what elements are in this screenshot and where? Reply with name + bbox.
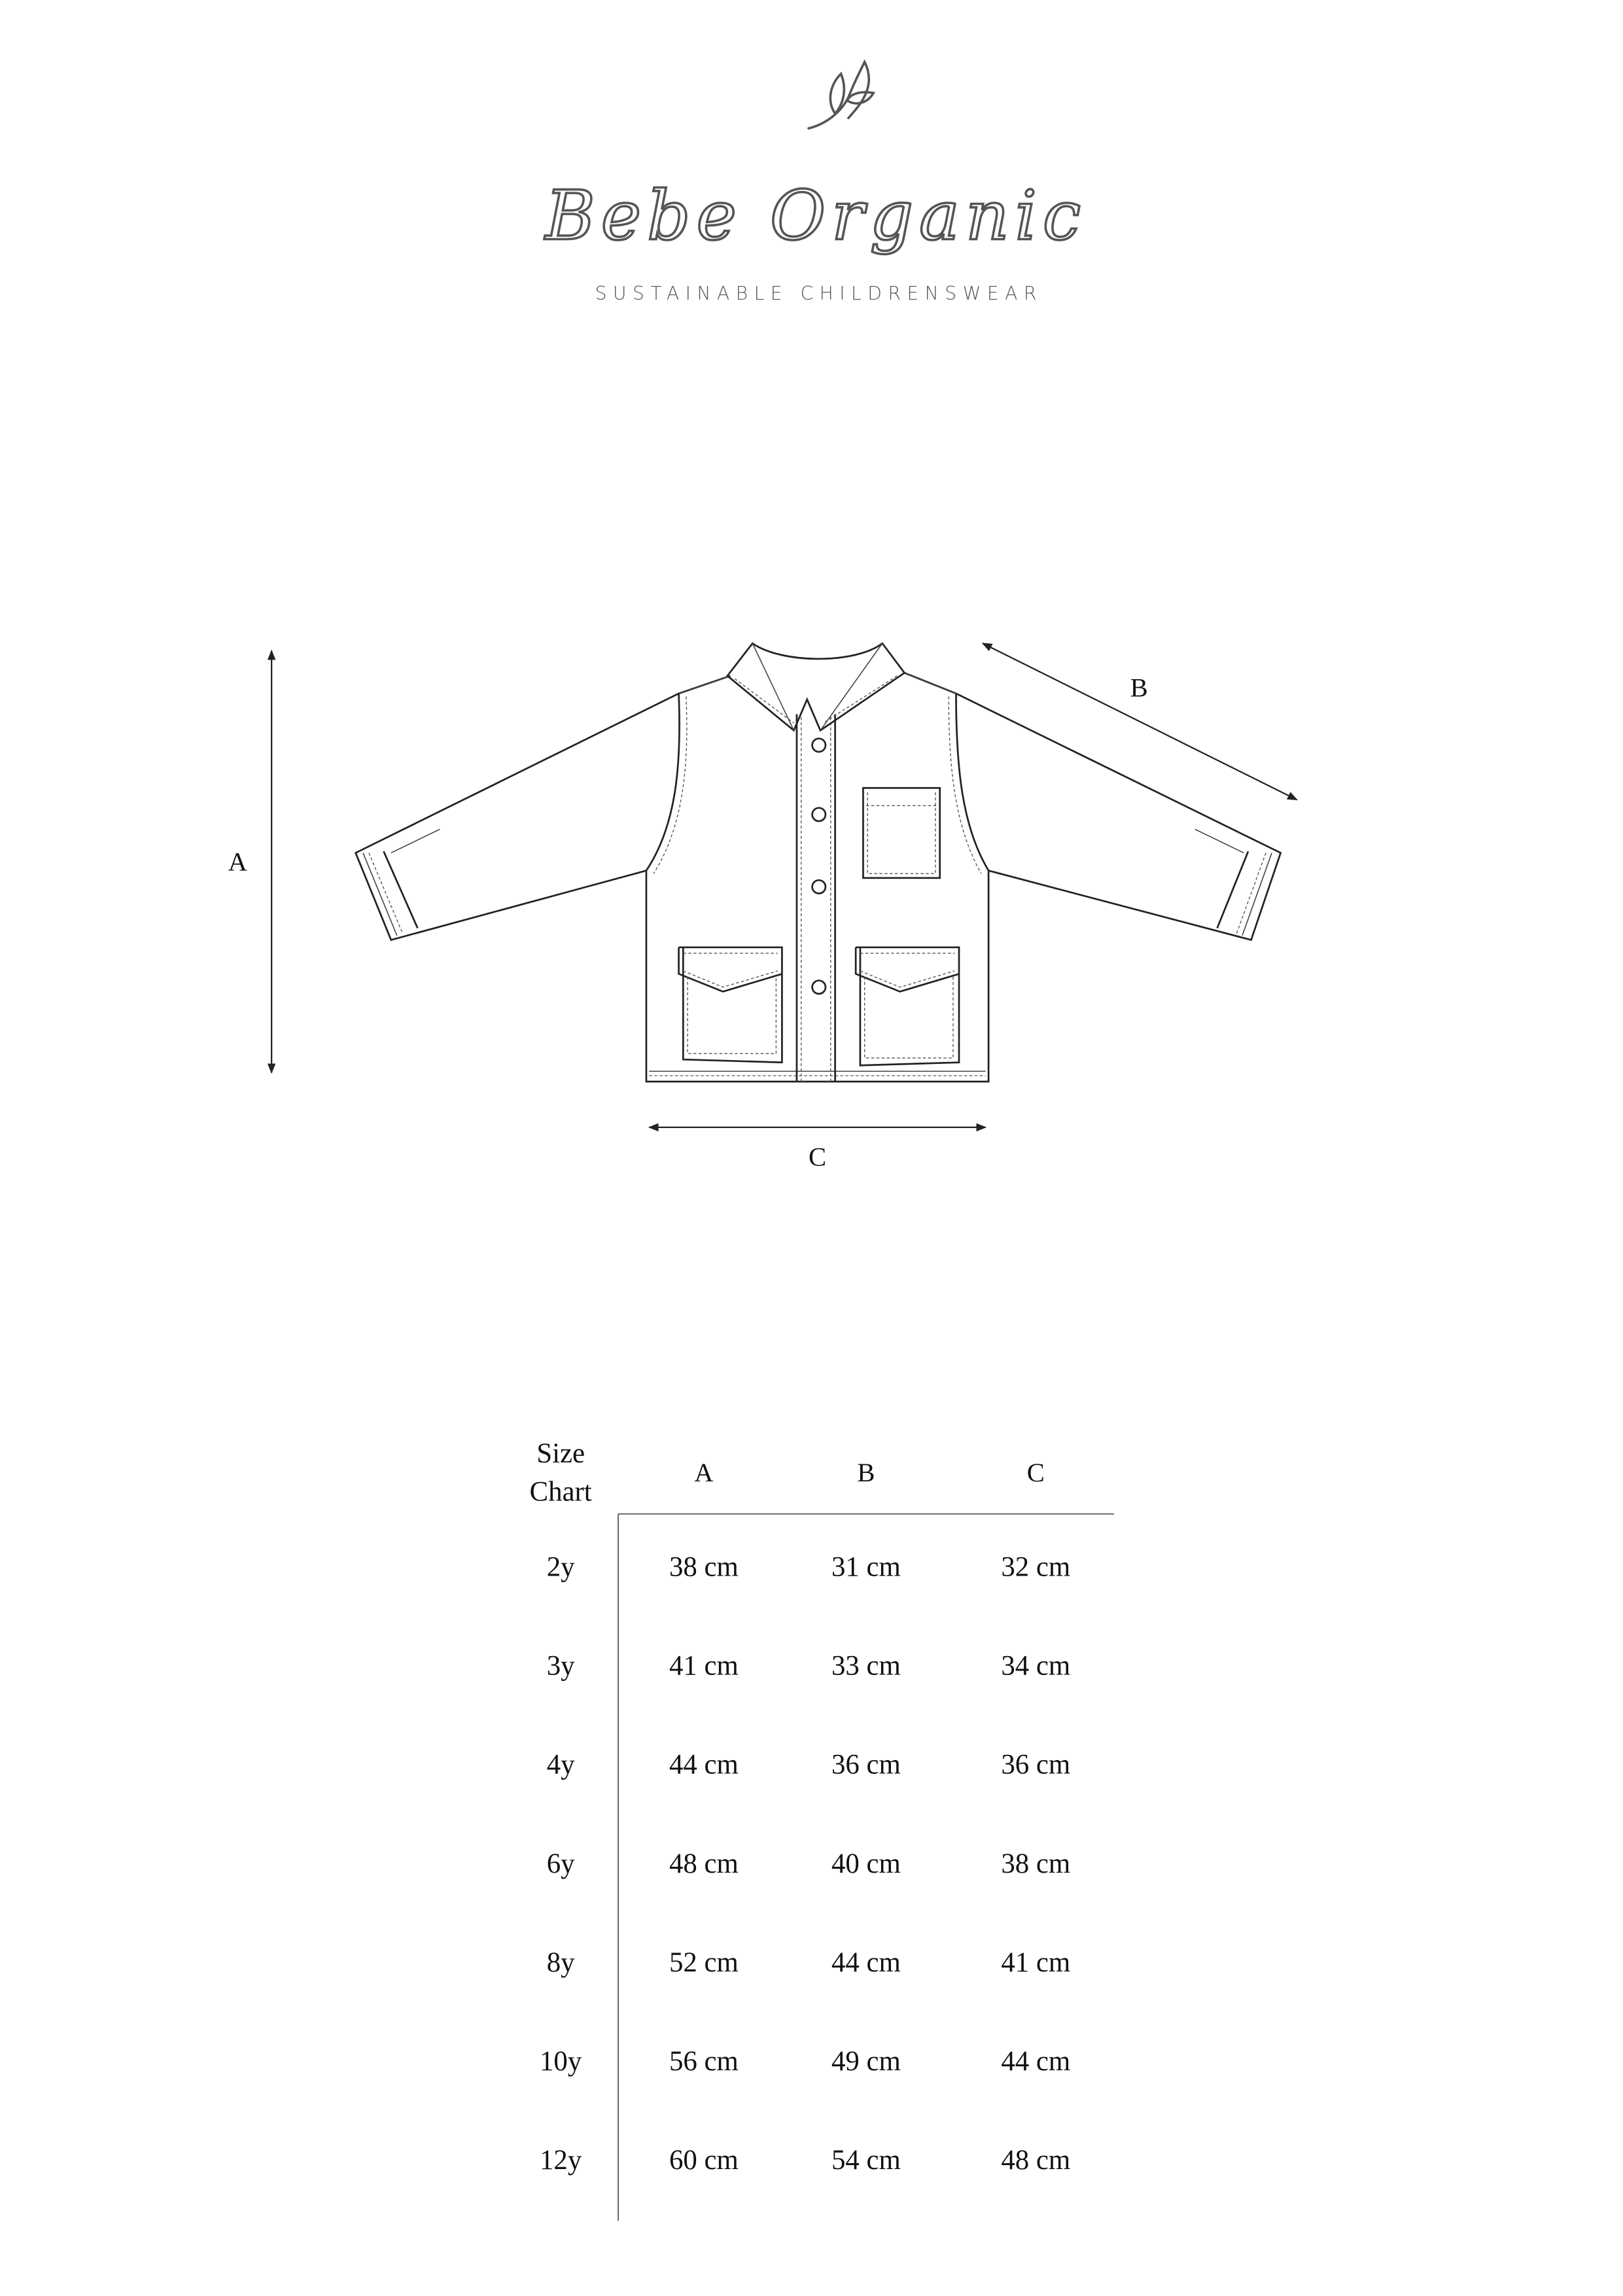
table-row [547,1551,1070,1582]
cell-c: 44 cm [1001,2045,1071,2077]
column-header-a: A [694,1458,714,1488]
table-row [547,1651,1070,1682]
table-row [547,1848,1070,1879]
table-row [547,1750,1070,1780]
cell-c: 34 cm [1001,1650,1071,1682]
buttons [812,739,826,994]
cell-b: 36 cm [831,1749,901,1780]
right-sleeve [905,673,1281,940]
row-size-label: 3y [546,1650,575,1682]
leaf-icon [809,62,873,128]
table-row [547,1947,1070,1978]
cell-c: 48 cm [1001,2145,1071,2176]
cell-c: 36 cm [1001,1749,1071,1780]
measure-c-label: C [808,1142,827,1172]
table-corner-size: Size [536,1438,585,1469]
cell-b: 33 cm [831,1650,901,1682]
right-lower-pocket [856,947,959,1065]
measure-b-label: B [1130,673,1148,703]
cell-a: 48 cm [669,1848,739,1879]
column-header-c: C [1026,1458,1045,1488]
cell-a: 52 cm [669,1947,739,1978]
cell-c: 41 cm [1001,1947,1071,1978]
cell-c: 38 cm [1001,1848,1071,1879]
measure-b-arrow [983,643,1297,800]
row-size-label: 12y [540,2145,582,2176]
row-size-label: 10y [540,2045,582,2077]
cell-c: 32 cm [1001,1551,1071,1583]
cell-a: 60 cm [669,2145,739,2176]
cell-b: 44 cm [831,1947,901,1978]
column-header-b: B [857,1458,875,1488]
left-lower-pocket [679,947,782,1063]
cell-a: 44 cm [669,1749,739,1780]
collar [727,643,905,730]
size-chart-table [530,1438,1114,2221]
table-corner-chart: Chart [529,1476,592,1508]
table-row [540,2145,1070,2176]
brand-name: Bebe Organic [545,177,1087,256]
cell-b: 54 cm [831,2145,901,2176]
left-sleeve [356,676,731,940]
cell-a: 38 cm [669,1551,739,1583]
brand-tagline: SUSTAINABLE CHILDRENSWEAR [595,282,1043,304]
cell-a: 41 cm [669,1650,739,1682]
cell-b: 40 cm [831,1848,901,1879]
row-size-label: 4y [546,1749,575,1780]
cell-a: 56 cm [669,2045,739,2077]
cell-b: 49 cm [831,2045,901,2077]
jacket-flat-sketch [356,643,1281,1082]
chest-pocket [863,788,939,878]
cell-b: 31 cm [831,1551,901,1583]
table-row [540,2046,1070,2077]
brand-logo [544,62,1087,304]
measure-a-label: A [228,847,247,877]
row-size-label: 8y [546,1947,575,1978]
row-size-label: 6y [546,1848,575,1879]
row-size-label: 2y [546,1551,575,1583]
